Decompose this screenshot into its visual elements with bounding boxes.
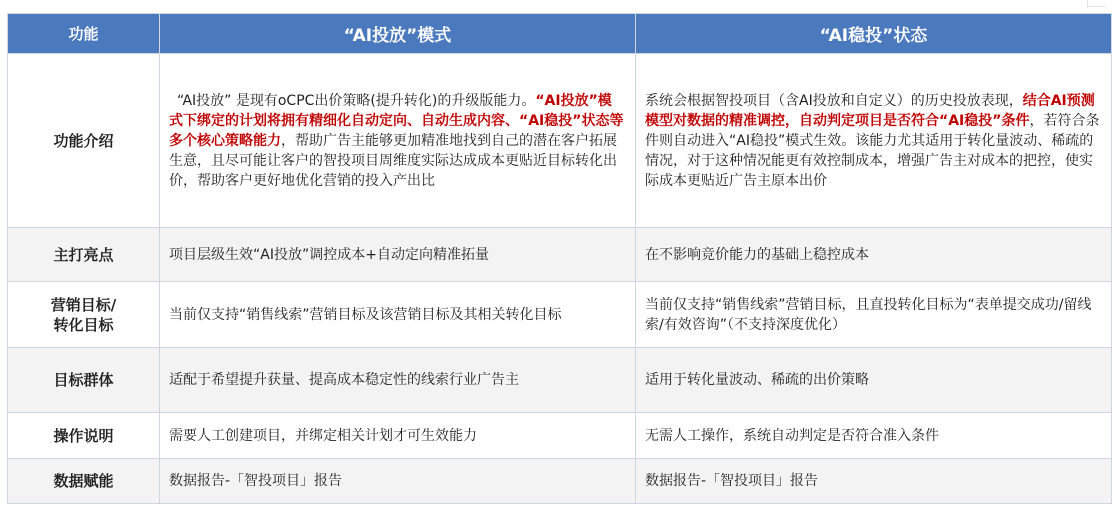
row-label: 数据赋能	[8, 459, 160, 504]
header-feature: 功能	[8, 14, 160, 54]
row-label	[8, 282, 160, 348]
comparison-table	[7, 13, 1112, 504]
row-label-line1: 营销目标/	[50, 295, 117, 314]
cell-text: 当前仅支持“销售线索”营销目标，且直投转化目标为“表单提交成功/留线索/有效咨询”（不支持深度优化）	[636, 282, 1112, 348]
highlight-text: 结合AI预测模型对数据的精准调控，自动判定项目是否符合“AI稳投”条件	[645, 92, 1095, 129]
row-label: 功能介绍	[8, 54, 160, 228]
table-row	[8, 413, 1112, 459]
cell-text: 在不影响竞价能力的基础上稳控成本	[636, 228, 1112, 282]
intro-text-rest: ，若符合条件则自动进入“AI稳投”模式生效。该能力尤其适用于转化量波动、稀疏的情况，对于这种情况能更有效控制成本，增强广告主对成本的把控，使实际成本更贴近广告主原本出价	[645, 112, 1100, 189]
cell-text	[636, 54, 1112, 228]
intro-text-rest: ，帮助广告主能够更加精准地找到自己的潜在客户拓展生意，且尽可能让客户的智投项目周维度实际达成成本更贴近目标转化出价，帮助客户更好地优化营销的投入产出比	[169, 132, 617, 189]
cell-text: 无需人工操作，系统自动判定是否符合准入条件	[636, 413, 1112, 459]
row-label: 主打亮点	[8, 228, 160, 282]
intro-text: “AI投放” 是现有oCPC出价策略(提升转化)的升级版能力。	[177, 92, 536, 109]
table-header-row	[8, 14, 1112, 54]
cell-text: 数据报告-「智投项目」报告	[636, 459, 1112, 504]
header-ai-delivery-mode: “AI投放”模式	[160, 14, 636, 54]
cell-text	[160, 54, 636, 228]
intro-text: 系统会根据智投项目（含AI投放和自定义）的历史投放表现，	[645, 92, 1023, 109]
row-label-line2: 转化目标	[53, 315, 114, 334]
table-row	[8, 459, 1112, 504]
table-row	[8, 228, 1112, 282]
cell-text: 需要人工创建项目，并绑定相关计划才可生效能力	[160, 413, 636, 459]
corner-decoration	[1087, 0, 1106, 7]
header-ai-stable-state: “AI稳投”状态	[636, 14, 1112, 54]
cell-text: 适配于希望提升获量、提高成本稳定性的线索行业广告主	[160, 348, 636, 413]
row-label: 操作说明	[8, 413, 160, 459]
row-label: 目标群体	[8, 348, 160, 413]
cell-text: 当前仅支持“销售线索”营销目标及该营销目标及其相关转化目标	[160, 282, 636, 348]
table-row	[8, 348, 1112, 413]
highlight-text: “AI投放”模式下绑定的计划将拥有精细化自动定向、自动生成内容、“AI稳投”状态等多个核心策略能力	[169, 92, 624, 149]
cell-text: 适用于转化量波动、稀疏的出价策略	[636, 348, 1112, 413]
cell-text: 数据报告-「智投项目」报告	[160, 459, 636, 504]
cell-text: 项目层级生效“AI投放”调控成本+自动定向精准拓量	[160, 228, 636, 282]
table-row	[8, 54, 1112, 228]
table-row	[8, 282, 1112, 348]
